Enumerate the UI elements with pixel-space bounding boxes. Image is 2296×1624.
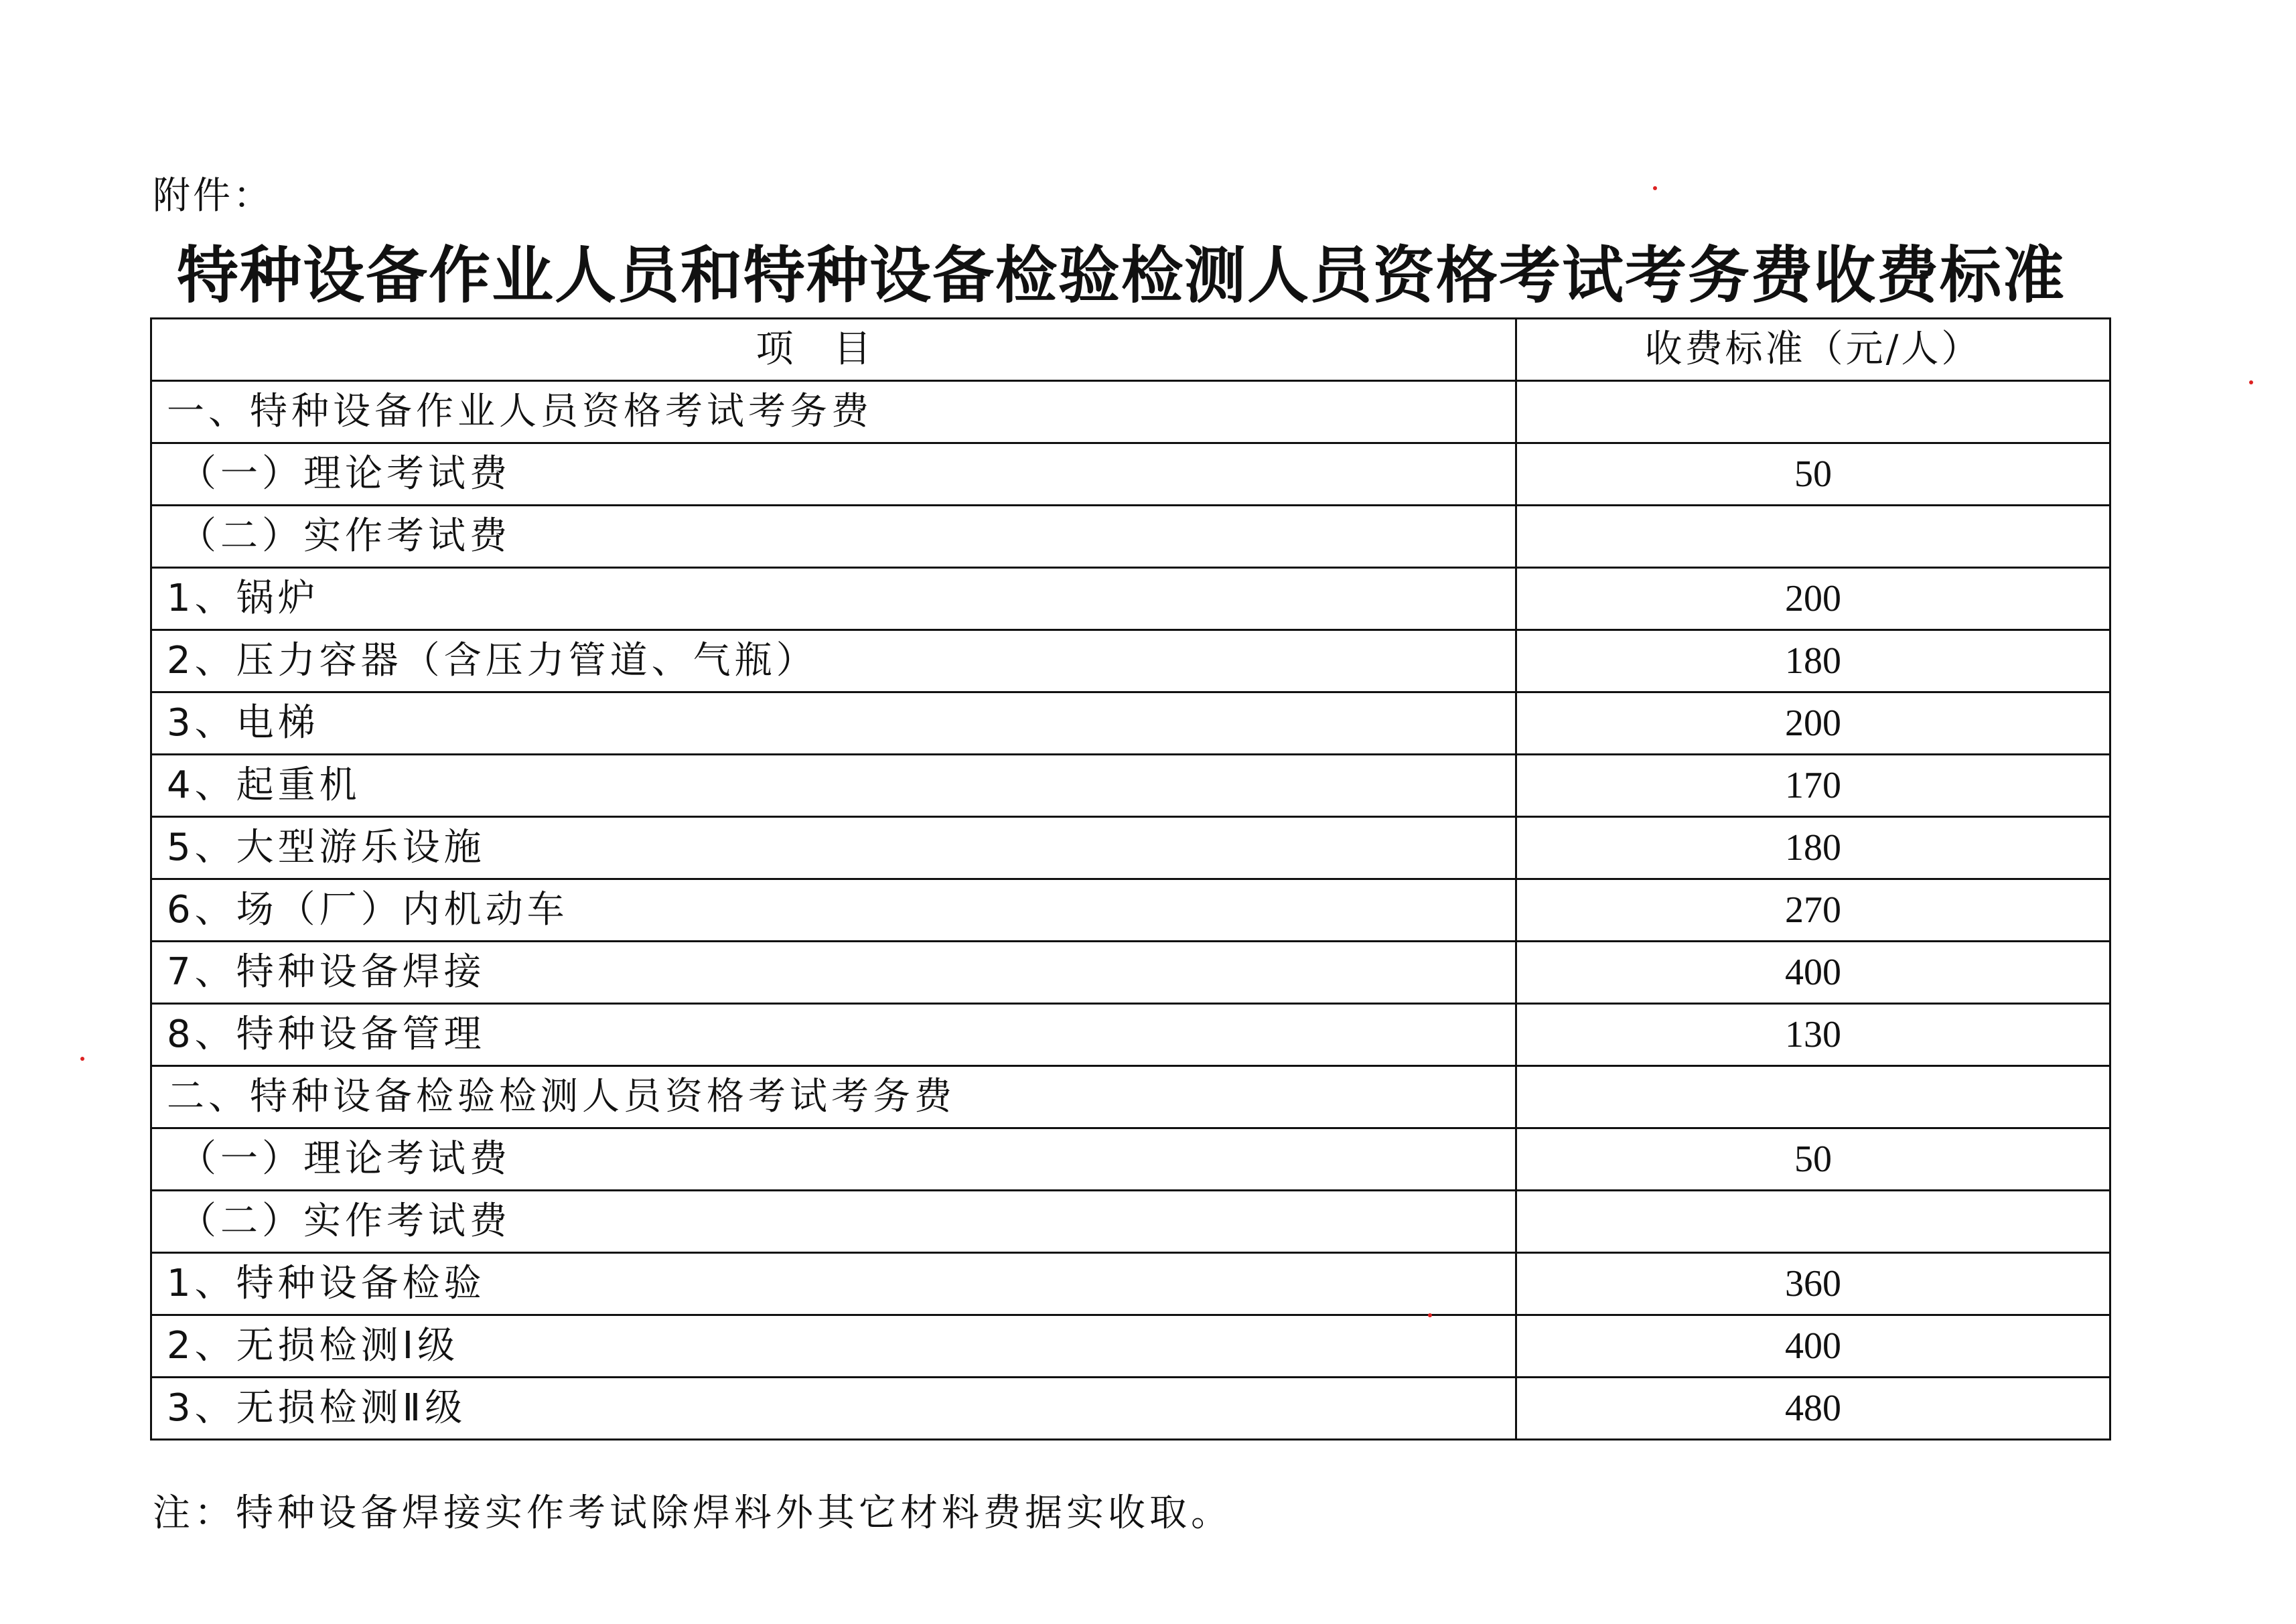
scan-speck [80,1057,84,1061]
table-row [151,692,2110,755]
row-fee: 180 [1516,817,2110,879]
table-row [151,630,2110,692]
row-item: 7、特种设备焊接 [151,942,1516,1004]
row-item: （一）理论考试费 [151,1128,1516,1191]
row-item: 2、压力容器（含压力管道、气瓶） [151,630,1516,692]
table-row [151,817,2110,879]
row-item: 二、特种设备检验检测人员资格考试考务费 [151,1066,1516,1128]
row-fee [1516,1191,2110,1253]
row-fee [1516,506,2110,568]
row-item: 1、特种设备检验 [151,1253,1516,1315]
row-fee: 200 [1516,568,2110,630]
row-item: 3、无损检测Ⅱ级 [151,1378,1516,1440]
row-fee: 480 [1516,1378,2110,1440]
fee-table [150,317,2111,1441]
table-row [151,755,2110,817]
table-row [151,1253,2110,1315]
row-fee: 360 [1516,1253,2110,1315]
row-fee: 170 [1516,755,2110,817]
row-item: （二）实作考试费 [151,1191,1516,1253]
table-row [151,443,2110,506]
table-row [151,879,2110,942]
row-item: 3、电梯 [151,692,1516,755]
scan-speck [1653,186,1657,190]
table-row [151,506,2110,568]
row-fee: 180 [1516,630,2110,692]
row-item: 8、特种设备管理 [151,1004,1516,1066]
row-fee: 270 [1516,879,2110,942]
row-item: 一、特种设备作业人员资格考试考务费 [151,381,1516,443]
row-fee: 200 [1516,692,2110,755]
table-row [151,942,2110,1004]
table-row [151,1378,2110,1440]
row-fee: 130 [1516,1004,2110,1066]
attachment-label: 附件： [153,174,273,218]
row-fee: 50 [1516,1128,2110,1191]
row-fee [1516,1066,2110,1128]
row-item: 5、大型游乐设施 [151,817,1516,879]
row-item: 6、场（厂）内机动车 [151,879,1516,942]
row-fee: 400 [1516,1315,2110,1378]
header-item: 项目 [151,319,1516,381]
footnote: 注：特种设备焊接实作考试除焊料外其它材料费据实收取。 [153,1491,1232,1535]
row-item: （二）实作考试费 [151,506,1516,568]
table-row [151,1004,2110,1066]
table-row [151,381,2110,443]
row-fee [1516,381,2110,443]
row-fee: 50 [1516,443,2110,506]
table-header-row [151,319,2110,381]
table-row [151,1191,2110,1253]
document-title: 特种设备作业人员和特种设备检验检测人员资格考试考务费收费标准 [176,240,2066,311]
row-item: 2、无损检测Ⅰ级 [151,1315,1516,1378]
table-row [151,1315,2110,1378]
scan-speck [2249,380,2253,384]
table-row [151,568,2110,630]
table-row [151,1066,2110,1128]
table-row [151,1128,2110,1191]
row-item: 1、锅炉 [151,568,1516,630]
scan-speck [1428,1313,1432,1317]
row-item: 4、起重机 [151,755,1516,817]
row-fee: 400 [1516,942,2110,1004]
header-fee: 收费标准（元/人） [1516,319,2110,381]
row-item: （一）理论考试费 [151,443,1516,506]
